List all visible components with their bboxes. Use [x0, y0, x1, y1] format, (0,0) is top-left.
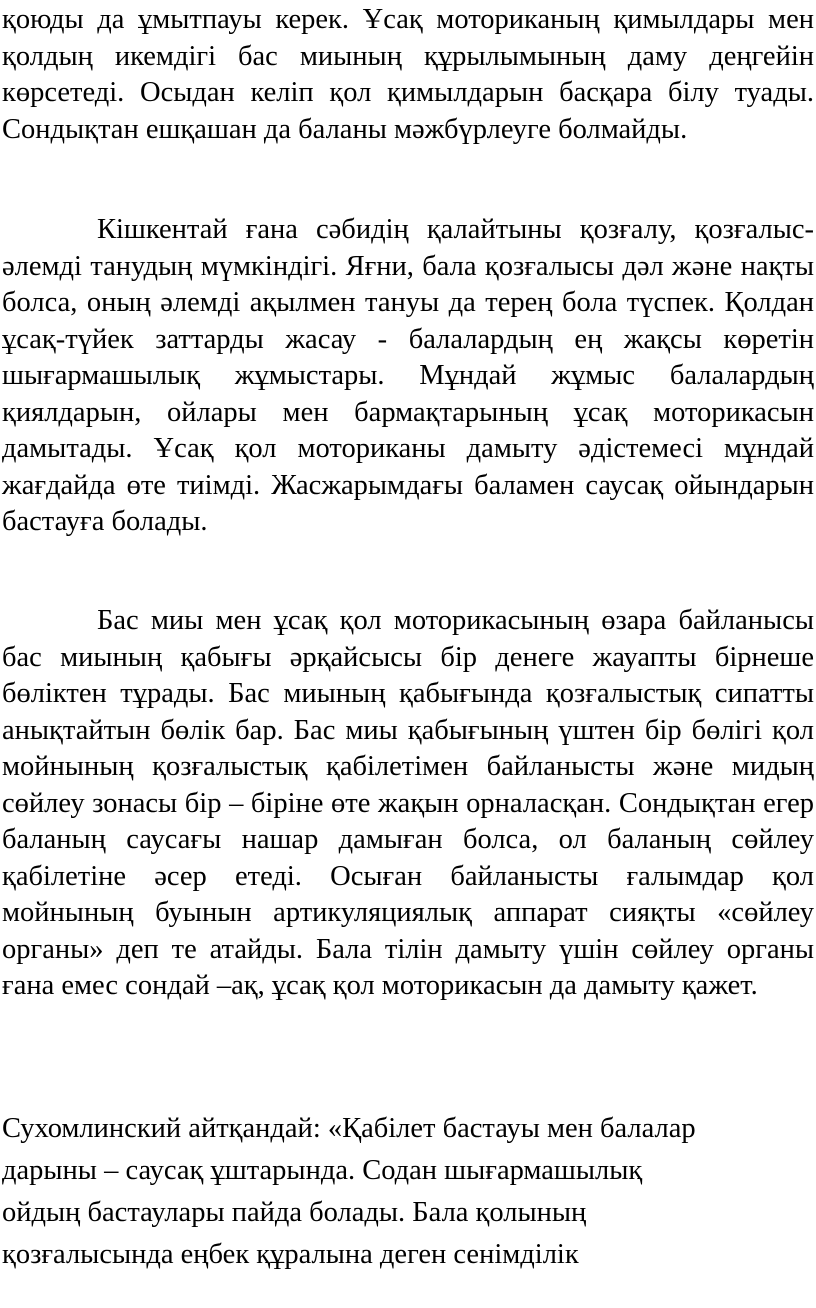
paragraph-4 — [2, 1108, 776, 1276]
paragraph-3: Бас миы мен ұсақ қол моторикасының өзара байланысы бас миының қабығы әрқайсысы бір денеге жауапты бірнеше бөліктен тұрады. Бас миының қабығында қозғалыстық сипатты анықтайтын бөлік бар. Бас миы қабығының үштен бір бөлігі қол мойнының қозғалыстық қабілетімен байланысты және мидың сөйлеу зонасы бір – біріне өте жақын орналасқан. Сондықтан егер баланың саусағы нашар дамыған болса, ол баланың сөйлеу қабілетіне әсер етеді. Осыған байланысты ғалымдар қол мойнының буынын артикуляциялық аппарат сияқты «сөйлеу органы» деп те атайды. Бала тілін дамыту үшін сөйлеу органы ғана емес сондай –ақ, ұсақ қол моторикасын да дамыту қажет. — [2, 605, 814, 1001]
paragraph-4-line: дарыны – саусақ ұштарында. Содан шығармашылық — [2, 1155, 643, 1186]
paragraph-4-line: ойдың бастаулары пайда болады. Бала қолының — [2, 1197, 587, 1228]
paragraph-2: Кішкентай ғана сәбидің қалайтыны қозғалу, қозғалыс- әлемді танудың мүмкіндігі. Яғни, бала қозғалысы дәл және нақты болса, оның әлемді ақылмен тануы да терең бола түспек. Қолдан ұсақ-түйек заттарды жасау - балалардың ең жақсы көретін шығармашылық жұмыстары. Мұндай жұмыс балалардың қиялдарын, ойлары мен бармақтарының ұсақ моторикасын дамытады. Ұсақ қол моториканы дамыту әдістемесі мұндай жағдайда өте тиімді. Жасжарымдағы баламен саусақ ойындарын бастауға болады. — [2, 214, 814, 537]
paragraph-4-line: Сухомлинский айтқандай: «Қабілет бастауы мен балалар — [2, 1113, 696, 1144]
paragraph-4-line: қозғалысында еңбек құралына деген сенімділік — [2, 1239, 579, 1270]
paragraph-1: қоюды да ұмытпауы керек. Ұсақ моториканың қимылдары мен қолдың икемдігі бас миының құрылымының даму деңгейін көрсетеді. Осыдан келіп қол қимылдарын басқара білу туады. Сондықтан ешқашан да баланы мәжбүрлеуге болмайды. — [2, 4, 814, 145]
